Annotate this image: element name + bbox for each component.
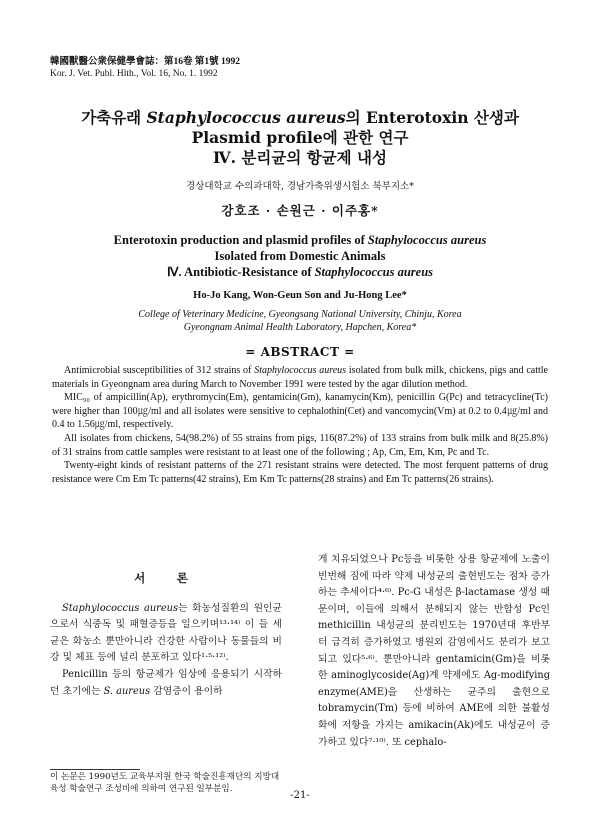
korean-title-part: 의 Enterotoxin 산생과 [345,108,519,127]
abstract-paragraph [52,364,548,391]
english-title-species: Staphylococcus aureus [314,265,434,279]
intro-text: 는 화농성질환의 원인균으로서 식중독 및 패혈증등을 일으키며¹³·¹⁴⁾ 이 들 세균은 화농소 뿐만아니라 건강한 사람이나 동물들의 비강 및 체표 등에 널리 분포하고 있다¹·⁵·¹²⁾. [50,602,282,664]
korean-title-line2: Plasmid profile에 관한 연구 [191,128,409,147]
english-title [40,232,560,280]
english-affiliation [40,308,560,334]
intro-text: Penicillin 등의 항균제가 임상에 응용되기 시작하던 초기에는 [50,668,282,697]
korean-title-part: 가축유래 [81,108,147,127]
footnote-divider [50,769,140,770]
section-heading-introduction: 서 론 [134,571,198,585]
abstract-species: Staphylococcus aureus [254,365,347,376]
abstract-text: isolated from bulk milk, chickens, pigs and cattle materials in Gyeongnam area during March to November 1991 were tested by the agar dilution method. [52,365,548,390]
journal-header-korean: 韓國獸醫公衆保健學會誌：第16卷 第1號 1992 [50,57,241,67]
journal-header [50,56,240,80]
intro-paragraph [50,667,282,700]
english-title-species: Staphylococcus aureus [367,233,487,247]
footnote: 이 논문은 1990년도 교육부지원 한국 학술진흥재단의 지방대 육성 학술연구 조성비에 의하여 연구된 일부분임. [50,772,280,794]
journal-header-english: Kor. J. Vet. Publ. Hlth., Vol. 16, No. 1. 1992 [50,69,218,79]
korean-title [40,108,560,168]
intro-species: S. aureus [103,685,151,697]
korean-affiliation: 경상대학교 수의과대학, 경남가축위생시험소 북부지소* [186,181,414,192]
right-column-paragraph: 게 치유되었으나 Pc등을 비롯한 상용 항균제에 노출이 빈번해 짐에 따라 약제 내성균의 출현빈도는 점차 증가하는 추세이다⁴·⁶⁾. Pc-G 내성은 β-lactamase 생성 때문이며, 이들에 의해서 분해되지 않는 반합성 Pc인 methicillin 내성균의 분리빈도는 1970년대 후반부터 급격히 증가하였고 병원외 감염에서도 분리가 보고되고 있다⁵·⁶⁾. 뿐만아니라 gentamicin(Gm)을 비롯한 aminoglycoside(Ag)계 약제에도 Ag-modifying enzyme(AME)을 산생하는 균주의 출현으로 tobramycin(Tm) 등에 비하여 AME에 의한 불활성화에 저항을 가지는 amikacin(Ak)에도 내성균이 증가하고 있다⁷·¹⁰⁾. 또 cephalo- [318,554,550,748]
english-title-part: Enterotoxin production and plasmid profiles of [113,233,368,247]
intro-species: Staphylococcus aureus [62,602,178,614]
left-column [50,552,282,700]
abstract-paragraph: MIC₉₀ of ampicillin(Ap), erythromycin(Em), gentamicin(Gm), kanamycin(Km), penicillin G(Pc) and tetracycline(Tc) were higher than 100㎍/ml and all isolates were sensitive to cephalothin(Cet) and vancomycin(Vm) at 0.2 to 0.4㎍/ml and 0.4 to 1.56㎍/ml, respectively. [52,392,548,431]
intro-text: 감염증이 용이하 [150,685,223,697]
abstract-body [52,364,548,486]
english-title-line2: Isolated from Domestic Animals [214,249,386,263]
english-authors: Ho-Jo Kang, Won-Geun Son and Ju-Hong Lee* [193,290,407,301]
abstract-paragraph: All isolates from chickens, 54(98.2%) of 55 strains from pigs, 116(87.2%) of 133 strains from bulk milk and 8(25.8%) of 31 strains from cattle samples were resistant to at least one of the following ; Ap, Cm, Em, Km, Pc and Tc. [52,432,548,458]
page-number: -21- [290,790,310,801]
english-title-part: Ⅳ. Antibiotic-Resistance of [166,265,315,279]
right-column [318,552,550,751]
korean-title-species: Staphylococcus aureus [146,108,346,127]
english-affiliation-line1: College of Veterinary Medicine, Gyeongsang National University, Chinju, Korea [138,309,462,320]
english-affiliation-line2: Gyeongnam Animal Health Laboratory, Hapchen, Korea* [183,322,417,333]
abstract-heading: = ABSTRACT = [245,345,355,359]
korean-authors: 강호조 · 손원근 · 이주홍* [221,203,379,218]
korean-title-line3: Ⅳ. 분리균의 항균제 내성 [213,148,387,167]
abstract-paragraph: Twenty-eight kinds of resistant patterns of the 271 resistant strains were detected. The most ferquent patterns of drug resistance were Cm Em Tc patterns(42 strains), Em Km Tc patterns(28 strains) and Em Tc patterns(26 strains). [52,460,548,485]
intro-paragraph [50,601,282,667]
abstract-text: Antimicrobial susceptibilities of 312 strains of [64,365,255,376]
